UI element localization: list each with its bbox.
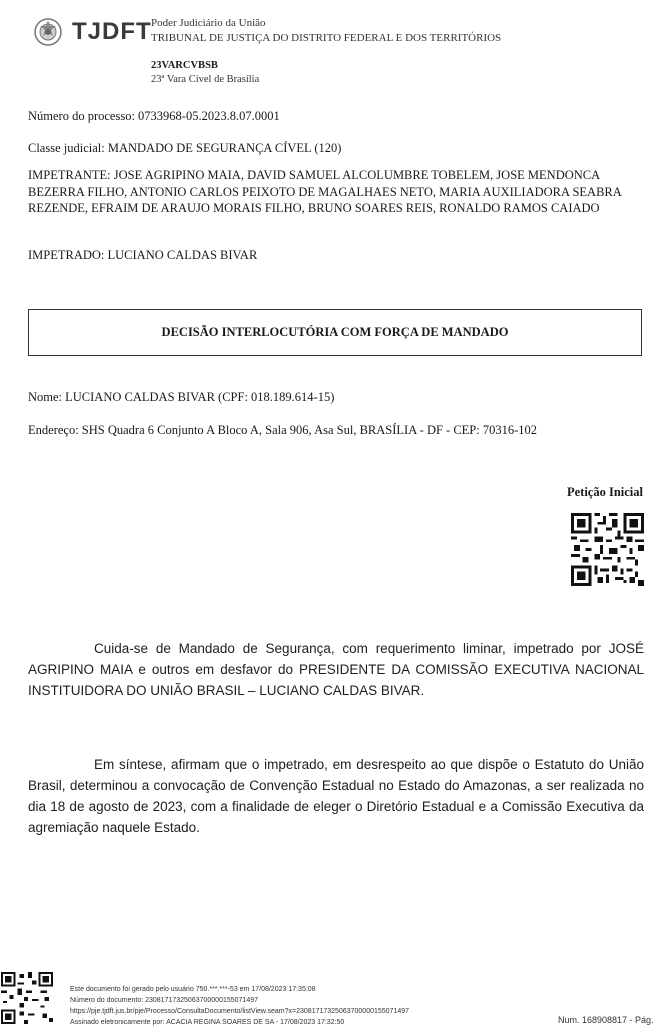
footer-generated-by: Este documento foi gerado pelo usuário 750.***.***-53 em 17/08/2023 17:35:08 [70,986,316,993]
footer-qr-code-icon [0,972,54,1024]
document-page-number: Num. 168908817 - Pág. [558,1015,654,1025]
recipient-address: Endereço: SHS Quadra 6 Conjunto A Bloco A, Sala 906, Asa Sul, BRASÍLIA - DF - CEP: 70316-102 [28,423,538,437]
orgao-name: 23ª Vara Cível de Brasília [151,74,260,85]
footer-document-url[interactable]: https://pje.tjdft.jus.br/pje/Processo/ConsultaDocumento/listView.seam?x=23081717325063700000155071497 [70,1008,410,1015]
footer-document-number: Número do documento: 23081717325063700000155071497 [70,997,258,1004]
header-poder-judiciario: Poder Judiciário da União [151,17,266,29]
process-class: Classe judicial: MANDADO DE SEGURANÇA CÍVEL (120) [28,141,342,155]
orgao-code: 23VARCVBSB [151,60,218,71]
document-title: DECISÃO INTERLOCUTÓRIA COM FORÇA DE MANDADO [161,325,509,339]
qr-code-icon [571,513,644,586]
paragraph-1: Cuida-se de Mandado de Segurança, com requerimento liminar, impetrado por JOSÉ AGRIPINO MAIA e outros em desfavor do PRESIDENTE DA COMISSÃO EXECUTIVA NACIONAL INSTITUIDORA DO UNIÃO BRASIL – LUCIANO CALDAS BIVAR. [28,641,644,698]
document-title-box [28,309,642,356]
paragraph-2: Em síntese, afirmam que o impetrado, em desrespeito ao que dispõe o Estatuto do União Brasil, determinou a convocação de Convenção Estadual no Estado do Amazonas, a ser realizada no dia 18 de agosto de 2023, com a finalidade de eleger o Diretório Estadual e a Comissão Executiva da agremiação naquele Estado. [28,757,644,835]
impetrado: IMPETRADO: LUCIANO CALDAS BIVAR [28,248,258,262]
header-tribunal: TRIBUNAL DE JUSTIÇA DO DISTRITO FEDERAL E DOS TERRITÓRIOS [151,32,502,44]
recipient-name: Nome: LUCIANO CALDAS BIVAR (CPF: 018.189.614-15) [28,390,335,404]
footer-signature: Assinado eletronicamente por: ACACIA REGINA SOARES DE SA - 17/08/2023 17:32:50 [70,1019,345,1026]
process-number: Número do processo: 0733968-05.2023.8.07.0001 [28,109,280,123]
coat-of-arms-icon [33,17,63,47]
peticao-inicial-label: Petição Inicial [566,485,643,499]
impetrante: IMPETRANTE: JOSE AGRIPINO MAIA, DAVID SAMUEL ALCOLUMBRE TOBELEM, JOSE MENDONCA BEZERRA FILHO, ANTONIO CARLOS PEIXOTO DE MAGALHAES NETO, MARIA AUXILIADORA SEABRA REZENDE, EFRAIM DE ARAUJO MORAIS FILHO, BRUNO SOARES REIS, RONALDO RAMOS CAIADO [28,168,622,215]
tjdft-brand: TJDFT [72,18,152,45]
